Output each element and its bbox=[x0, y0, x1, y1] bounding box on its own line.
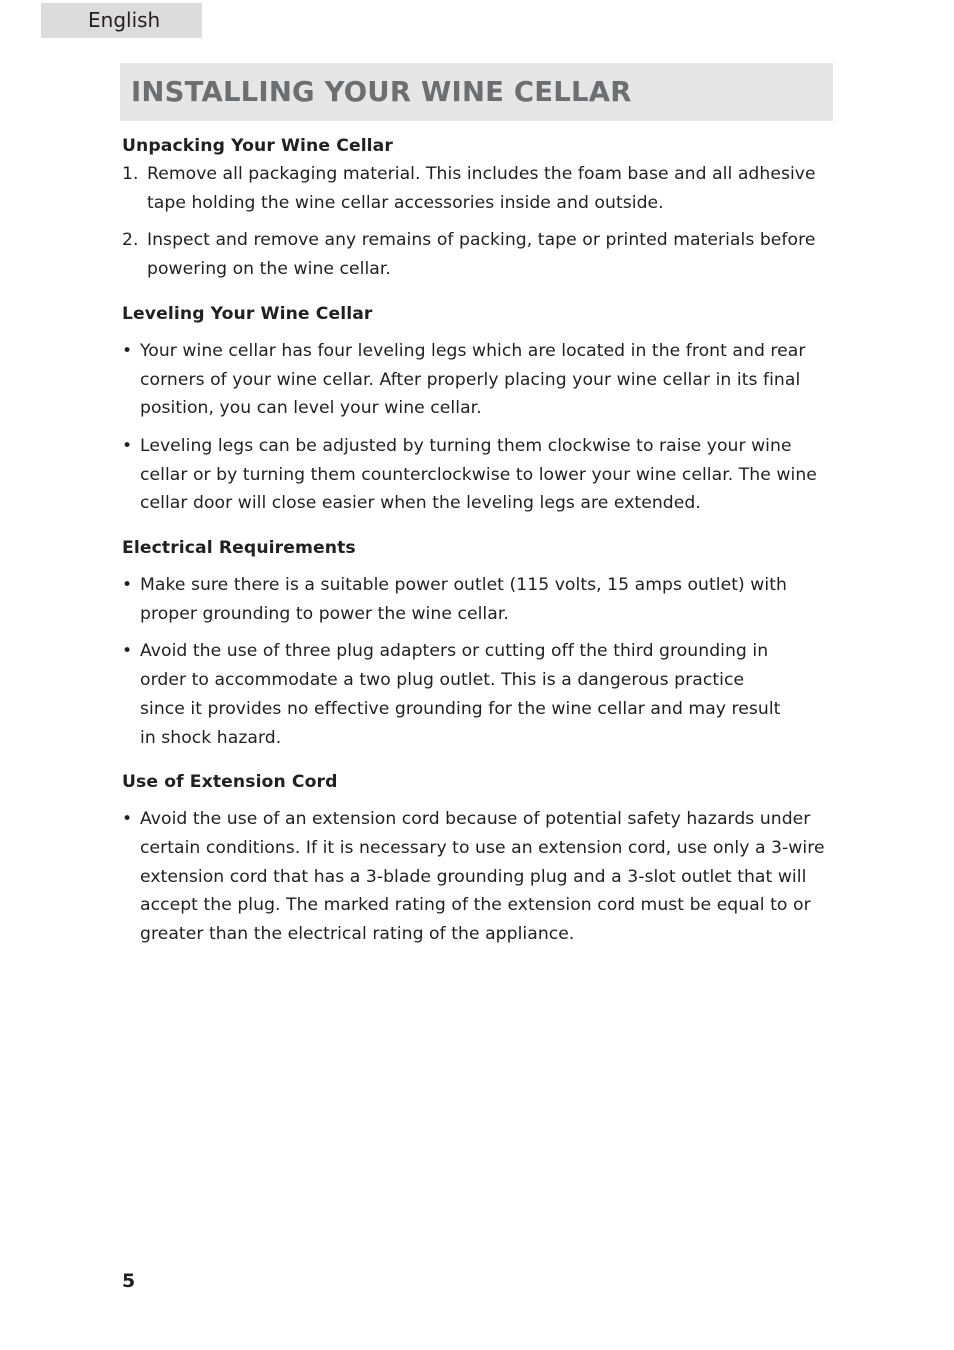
list-item-text: Avoid the use of three plug adapters or cutting off the third grounding in order to accommodate a two plug outlet. This is a dangerous practice since it provides no effective grounding for the wine cellar and may result in shock hazard. bbox=[140, 641, 781, 748]
list-item-text: Leveling legs can be adjusted by turning them clockwise to raise your wine cellar or by turning them counterclockwise to lower your wine cellar. The wine cellar door will close easier when the leveling legs are extended. bbox=[140, 435, 817, 514]
list-item bbox=[122, 637, 837, 752]
list-item bbox=[122, 571, 837, 628]
page-title: INSTALLING YOUR WINE CELLAR bbox=[131, 76, 632, 108]
list-item-text: Avoid the use of an extension cord because of potential safety hazards under certain conditions. If it is necessary to use an extension cord, use only a 3-wire extension cord that has a 3-blade grounding plug and a 3-slot outlet that will accept the plug. The marked rating of the extension cord must be equal to or greater than the electrical rating of the appliance. bbox=[140, 809, 825, 945]
bullet-marker: • bbox=[122, 340, 133, 361]
title-banner bbox=[120, 63, 833, 121]
list-item bbox=[122, 337, 837, 423]
list-item-text: Inspect and remove any remains of packing, tape or printed materials before powering on the wine cellar. bbox=[147, 230, 816, 280]
section-heading: Use of Extension Cord bbox=[122, 772, 338, 793]
list-item bbox=[122, 432, 837, 518]
bullet-marker: • bbox=[122, 575, 133, 596]
list-marker: 2. bbox=[122, 230, 139, 251]
section-unpacking bbox=[122, 132, 837, 284]
section-heading: Unpacking Your Wine Cellar bbox=[122, 136, 393, 156]
list-item bbox=[122, 160, 837, 217]
section-heading: Leveling Your Wine Cellar bbox=[122, 303, 373, 324]
bullet-marker: • bbox=[122, 809, 133, 830]
bullet-marker: • bbox=[122, 435, 133, 456]
page-number: 5 bbox=[122, 1270, 136, 1292]
section-heading: Electrical Requirements bbox=[122, 538, 356, 559]
list-item bbox=[122, 805, 837, 949]
language-tab: English bbox=[41, 3, 202, 38]
section-electrical bbox=[122, 534, 837, 752]
main-content bbox=[122, 132, 837, 949]
list-item-text: Remove all packaging material. This includes the foam base and all adhesive tape holding the wine cellar accessories inside and outside. bbox=[147, 164, 816, 213]
list-item-text: Your wine cellar has four leveling legs which are located in the front and rear corners of your wine cellar. After properly placing your wine cellar in its final position, you can level your wine cellar. bbox=[140, 340, 806, 419]
list-marker: 1. bbox=[122, 164, 139, 184]
section-extension-cord bbox=[122, 768, 837, 949]
list-item bbox=[122, 226, 837, 283]
bullet-marker: • bbox=[122, 641, 133, 662]
section-leveling bbox=[122, 300, 837, 518]
list-item-text: Make sure there is a suitable power outlet (115 volts, 15 amps outlet) with proper grounding to power the wine cellar. bbox=[140, 575, 787, 624]
